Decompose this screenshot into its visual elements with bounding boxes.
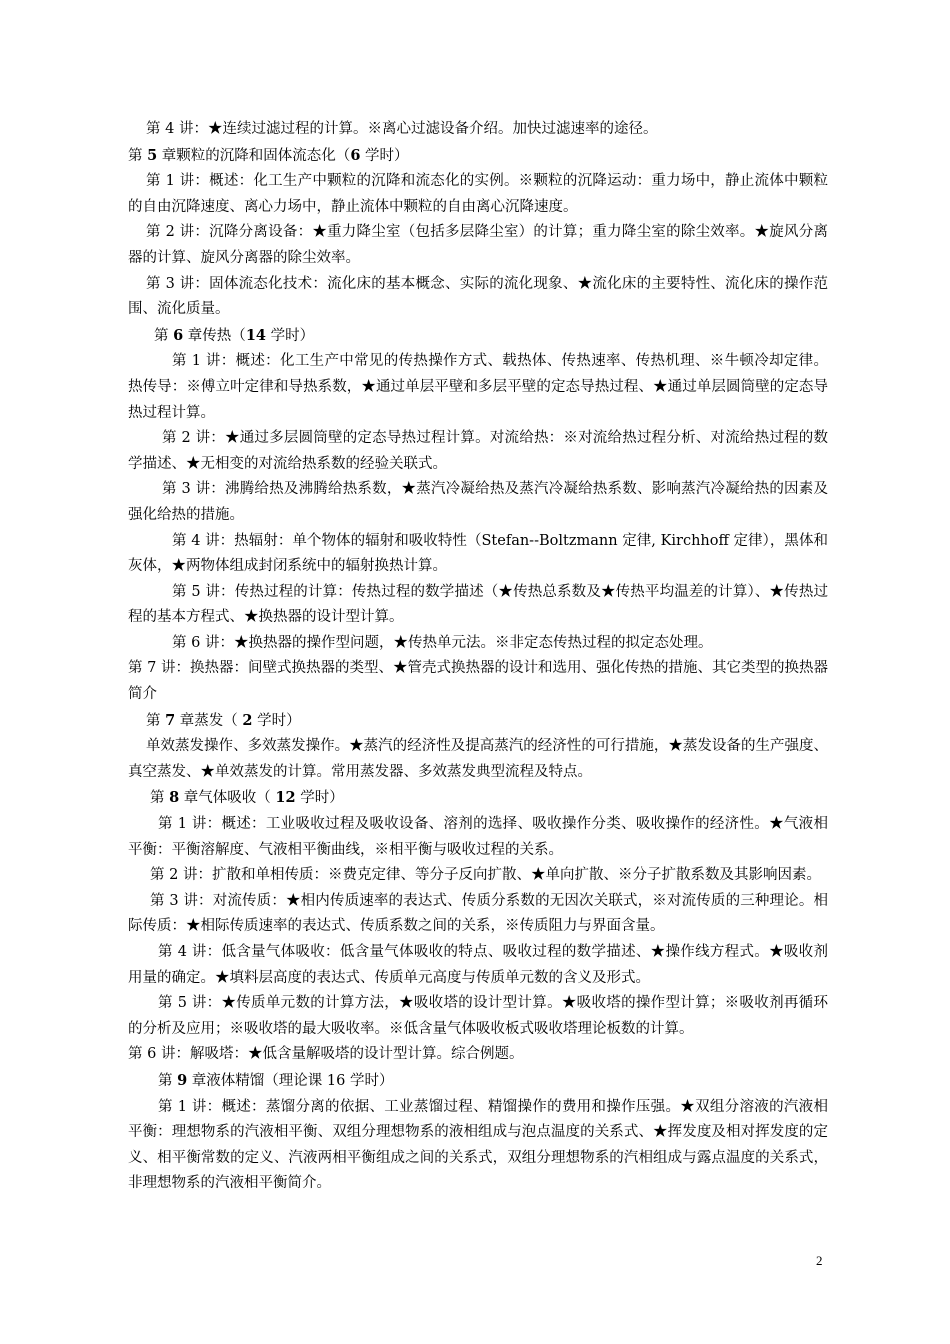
text-run: 14: [245, 326, 266, 344]
text-run: 6: [173, 326, 184, 344]
paragraph: [128, 631, 828, 657]
text-run: 第: [146, 712, 166, 729]
paragraph: [128, 529, 828, 580]
paragraph: [128, 349, 828, 426]
paragraph: [128, 426, 828, 477]
text-run: 9: [177, 1071, 188, 1089]
text-run: 第 6 讲：解吸塔：★低含量解吸塔的设计型计算。综合例题。: [128, 1046, 524, 1063]
paragraph: [128, 220, 828, 271]
text-run: 第: [158, 1072, 178, 1089]
text-run: 第 2 讲：沉降分离设备：★重力降尘室（包括多层降尘室）的计算；重力降尘室的除尘效率。★旋风分离器的计算、旋风分离器的除尘效率。: [128, 224, 828, 266]
text-run: 2: [242, 711, 253, 729]
text-run: 第: [150, 790, 170, 807]
text-run: 第 1 讲：概述：化工生产中常见的传热操作方式、载热体、传热速率、传热机理、※牛顿冷却定律。热传导：※傅立叶定律和导热系数，★通过单层平壁和多层平壁的定态导热过程、★通过单层圆筒壁的定态导热过程计算。: [128, 353, 828, 421]
paragraph: [128, 1068, 828, 1095]
paragraph: [128, 863, 828, 889]
text-run: 学时）: [360, 147, 409, 164]
text-run: 第: [154, 327, 174, 344]
paragraph: [128, 708, 828, 735]
text-run: 第 4 讲：热辐射：单个物体的辐射和吸收特性（Stefan--Boltzmann 定律, Kirchhoff 定律），黑体和灰体，★两物体组成封闭系统中的辐射换热计算。: [128, 532, 828, 575]
text-run: 第 1 讲：概述：蒸馏分离的依据、工业蒸馏过程、精馏操作的费用和操作压强。★双组分溶液的汽液相平衡：理想物系的汽液相平衡、双组分理想物系的液相组成与泡点温度的关系式、★挥发度及相对挥发度的定义、相平衡常数的定义、汽液两相平衡组成之间的关系式，双组分理想物系的汽相组成与露点温度的关系式，非理想物系的汽液相平衡简介。: [128, 1098, 828, 1192]
text-run: 章颗粒的沉降和固体流态化（: [157, 147, 351, 164]
text-run: 章传热（: [183, 327, 246, 344]
text-run: 第 1 讲：概述：化工生产中颗粒的沉降和流态化的实例。※颗粒的沉降运动：重力场中，静止流体中颗粒的自由沉降速度、离心力场中，静止流体中颗粒的自由离心沉降速度。: [128, 173, 828, 215]
paragraph: [128, 169, 828, 220]
text-run: 学时）: [295, 790, 344, 807]
text-run: 章气体吸收（: [179, 790, 276, 807]
text-run: 6: [350, 146, 361, 164]
paragraph: [128, 1095, 828, 1197]
text-run: 第 4 讲：低含量气体吸收：低含量气体吸收的特点、吸收过程的数学描述、★操作线方程式。★吸收剂用量的确定。★填料层高度的表达式、传质单元高度与传质单元数的含义及形式。: [128, 944, 828, 986]
text-run: 第 6 讲：★换热器的操作型问题，★传热单元法。※非定态传热过程的拟定态处理。: [172, 634, 713, 651]
paragraph: [128, 272, 828, 323]
paragraph: [128, 580, 828, 631]
text-run: 章蒸发（: [175, 712, 243, 729]
paragraph: [128, 656, 828, 707]
text-run: 第 2 讲：扩散和单相传质：※费克定律、等分子反向扩散、★单向扩散、※分子扩散系数及其影响因素。: [150, 867, 821, 884]
paragraph: [128, 734, 828, 785]
paragraph: [128, 889, 828, 940]
text-run: 章液体精馏（理论课 16 学时）: [187, 1072, 394, 1089]
text-run: 第 5 讲：传热过程的计算：传热过程的数学描述（★传热总系数及★传热平均温差的计算）、★传热过程的基本方程式、★换热器的设计型计算。: [128, 583, 828, 626]
text-run: 第 1 讲：概述：工业吸收过程及吸收设备、溶剂的选择、吸收操作分类、吸收操作的经济性。★气液相平衡：平衡溶解度、气液相平衡曲线，※相平衡与吸收过程的关系。: [128, 816, 828, 858]
paragraph: [128, 117, 828, 143]
paragraph: [128, 323, 828, 350]
text-run: 第 2 讲：★通过多层圆筒壁的定态导热过程计算。对流给热：※对流给热过程分析、对流给热过程的数学描述、★无相变的对流给热系数的经验关联式。: [128, 430, 828, 472]
text-run: 第 3 讲：固体流态化技术：流化床的基本概念、实际的流化现象、★流化床的主要特性、流化床的操作范围、流化质量。: [128, 275, 828, 318]
text-run: 学时）: [266, 327, 315, 344]
text-run: 7: [165, 711, 176, 729]
text-run: 5: [147, 146, 158, 164]
page-body: [128, 117, 828, 1197]
page-number: 2: [816, 1253, 823, 1268]
text-run: 第 3 讲：沸腾给热及沸腾给热系数，★蒸汽冷凝给热及蒸汽冷凝给热系数、影响蒸汽冷凝给热的因素及强化给热的措施。: [128, 481, 828, 523]
text-run: 第 5 讲：★传质单元数的计算方法，★吸收塔的设计型计算。★吸收塔的操作型计算；※吸收剂再循环的分析及应用；※吸收塔的最大吸收率。※低含量气体吸收板式吸收塔理论板数的计算。: [128, 995, 828, 1037]
paragraph: [128, 785, 828, 812]
paragraph: [128, 812, 828, 863]
paragraph: [128, 1042, 828, 1068]
text-run: 8: [169, 789, 180, 807]
text-run: 学时）: [252, 712, 301, 729]
text-run: 单效蒸发操作、多效蒸发操作。★蒸汽的经济性及提高蒸汽的经济性的可行措施，★蒸发设备的生产强度、真空蒸发、★单效蒸发的计算。常用蒸发器、多效蒸发典型流程及特点。: [128, 738, 828, 780]
text-run: 第 3 讲：对流传质：★相内传质速率的表达式、传质分系数的无因次关联式，※对流传质的三种理论。相际传质：★相际传质速率的表达式、传质系数之间的关系，※传质阻力与界面含量。: [128, 892, 828, 935]
text-run: 12: [275, 789, 296, 807]
paragraph: [128, 991, 828, 1042]
paragraph: [128, 477, 828, 528]
text-run: 第 4 讲：★连续过滤过程的计算。※离心过滤设备介绍。加快过滤速率的途径。: [146, 121, 658, 137]
paragraph: [128, 143, 828, 170]
text-run: 第 7 讲：换热器：间壁式换热器的类型、★管壳式换热器的设计和选用、强化传热的措施、其它类型的换热器简介: [128, 660, 828, 703]
text-run: 第: [128, 147, 148, 164]
paragraph: [128, 940, 828, 991]
